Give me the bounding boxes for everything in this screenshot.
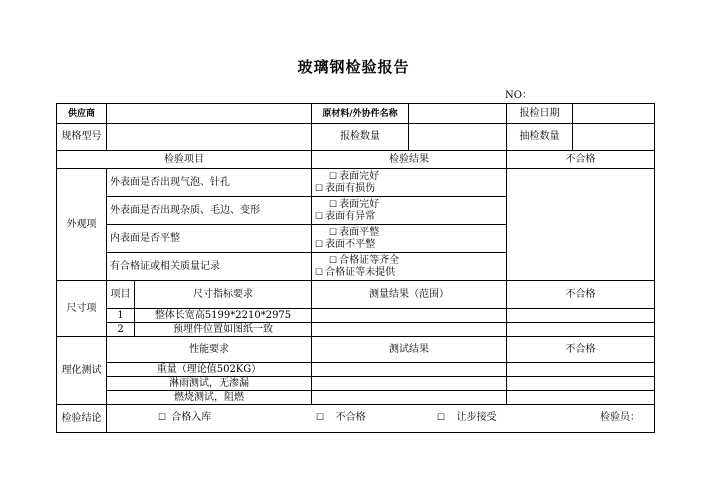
sampled-qty-value[interactable] (573, 124, 655, 151)
appearance-item: 有合格证或相关质量记录 (107, 253, 312, 281)
appearance-result-options (312, 225, 507, 253)
column-header-result: 检验结果 (312, 151, 507, 169)
sampled-qty-label: 抽检数量 (507, 124, 573, 151)
physchem-row-result[interactable] (312, 377, 507, 391)
dimension-row-requirement: 预埋件位置如图纸一致 (135, 323, 312, 337)
conclusion-label: 检验结论 (57, 405, 107, 433)
physchem-row-result[interactable] (312, 391, 507, 405)
dimension-section-label: 尺寸项 (57, 281, 107, 337)
appearance-result-options (312, 197, 507, 225)
result-option-fail[interactable]: ☐ 表面有异常 (315, 210, 376, 222)
reported-qty-value[interactable] (409, 124, 507, 151)
report-title: 玻璃钢检验报告 (297, 58, 410, 76)
result-option-pass[interactable]: ☐ 表面完好 (329, 170, 380, 182)
checkbox-icon[interactable]: ☐ (437, 412, 446, 423)
checkbox-icon[interactable]: ☐ (315, 211, 324, 222)
physchem-row-requirement: 淋雨测试，无渗漏 (107, 377, 312, 391)
dimension-row-index: 2 (107, 323, 135, 337)
appearance-result-options (312, 169, 507, 197)
inspector-label: 检验员： (600, 411, 640, 423)
inspection-table (56, 103, 655, 433)
result-option-pass[interactable]: ☐ 合格证等齐全 (329, 254, 400, 266)
inspection-date-label: 报检日期 (507, 104, 573, 124)
physchem-row-nonconform[interactable] (507, 363, 655, 377)
checkbox-icon[interactable]: ☐ (315, 267, 324, 278)
dimension-row-requirement: 整体长宽高5199*2210*2975 (135, 309, 312, 323)
checkbox-icon[interactable]: ☐ (329, 227, 338, 238)
physchem-col-requirement: 性能要求 (107, 337, 312, 363)
appearance-result-options (312, 253, 507, 281)
column-header-item: 检验项目 (57, 151, 312, 169)
dimension-row-result[interactable] (312, 309, 507, 323)
appearance-nonconform-value[interactable] (507, 169, 655, 281)
appearance-item: 内表面是否平整 (107, 225, 312, 253)
supplier-value[interactable] (107, 104, 312, 124)
supplier-label: 供应商 (57, 104, 107, 124)
reported-qty-label: 报检数量 (312, 124, 409, 151)
checkbox-icon[interactable]: ☐ (329, 199, 338, 210)
checkbox-icon[interactable]: ☐ (329, 171, 338, 182)
spec-model-label: 规格型号 (57, 124, 107, 151)
result-option-fail[interactable]: ☐ 表面不平整 (315, 238, 376, 250)
dimension-col-nonconform: 不合格 (507, 281, 655, 309)
result-option-fail[interactable]: ☐ 表面有损伤 (315, 182, 376, 194)
checkbox-icon[interactable]: ☐ (315, 239, 324, 250)
dimension-col-index: 项目 (107, 281, 135, 309)
checkbox-icon[interactable]: ☐ (329, 255, 338, 266)
dimension-row-result[interactable] (312, 323, 507, 337)
checkbox-icon[interactable]: ☐ (315, 183, 324, 194)
conclusion-option-reject[interactable]: ☐ 不合格 (316, 411, 366, 423)
appearance-item: 外表面是否出现杂质、毛边、变形 (107, 197, 312, 225)
dimension-col-result: 测量结果（范围） (312, 281, 507, 309)
dimension-row-nonconform[interactable] (507, 323, 655, 337)
dimension-row-nonconform[interactable] (507, 309, 655, 323)
physchem-row-requirement: 重量（理论值502KG） (107, 363, 312, 377)
physchem-row-requirement: 燃烧测试，阻燃 (107, 391, 312, 405)
appearance-item: 外表面是否出现气泡、针孔 (107, 169, 312, 197)
result-option-pass[interactable]: ☐ 表面平整 (329, 226, 380, 238)
physchem-section-label: 理化测试 (57, 337, 107, 405)
document-number-label: NO： (505, 90, 532, 101)
conclusion-options (107, 405, 655, 433)
physchem-col-result: 测试结果 (312, 337, 507, 363)
physchem-row-nonconform[interactable] (507, 391, 655, 405)
physchem-row-nonconform[interactable] (507, 377, 655, 391)
physchem-col-nonconform: 不合格 (507, 337, 655, 363)
result-option-fail[interactable]: ☐ 合格证等未提供 (315, 266, 396, 278)
material-name-label: 原材料/外协件名称 (312, 104, 409, 124)
spec-model-value[interactable] (107, 124, 312, 151)
conclusion-option-accept[interactable]: ☐ 合格入库 (158, 411, 212, 423)
dimension-col-requirement: 尺寸指标要求 (135, 281, 312, 309)
material-name-value[interactable] (409, 104, 507, 124)
column-header-nonconform: 不合格 (507, 151, 655, 169)
result-option-pass[interactable]: ☐ 表面完好 (329, 198, 380, 210)
appearance-section-label: 外观项 (57, 169, 107, 281)
conclusion-option-concession[interactable]: ☐ 让步接受 (437, 411, 497, 423)
checkbox-icon[interactable]: ☐ (158, 412, 167, 423)
inspection-date-value[interactable] (573, 104, 655, 124)
checkbox-icon[interactable]: ☐ (316, 412, 325, 423)
physchem-row-result[interactable] (312, 363, 507, 377)
dimension-row-index: 1 (107, 309, 135, 323)
